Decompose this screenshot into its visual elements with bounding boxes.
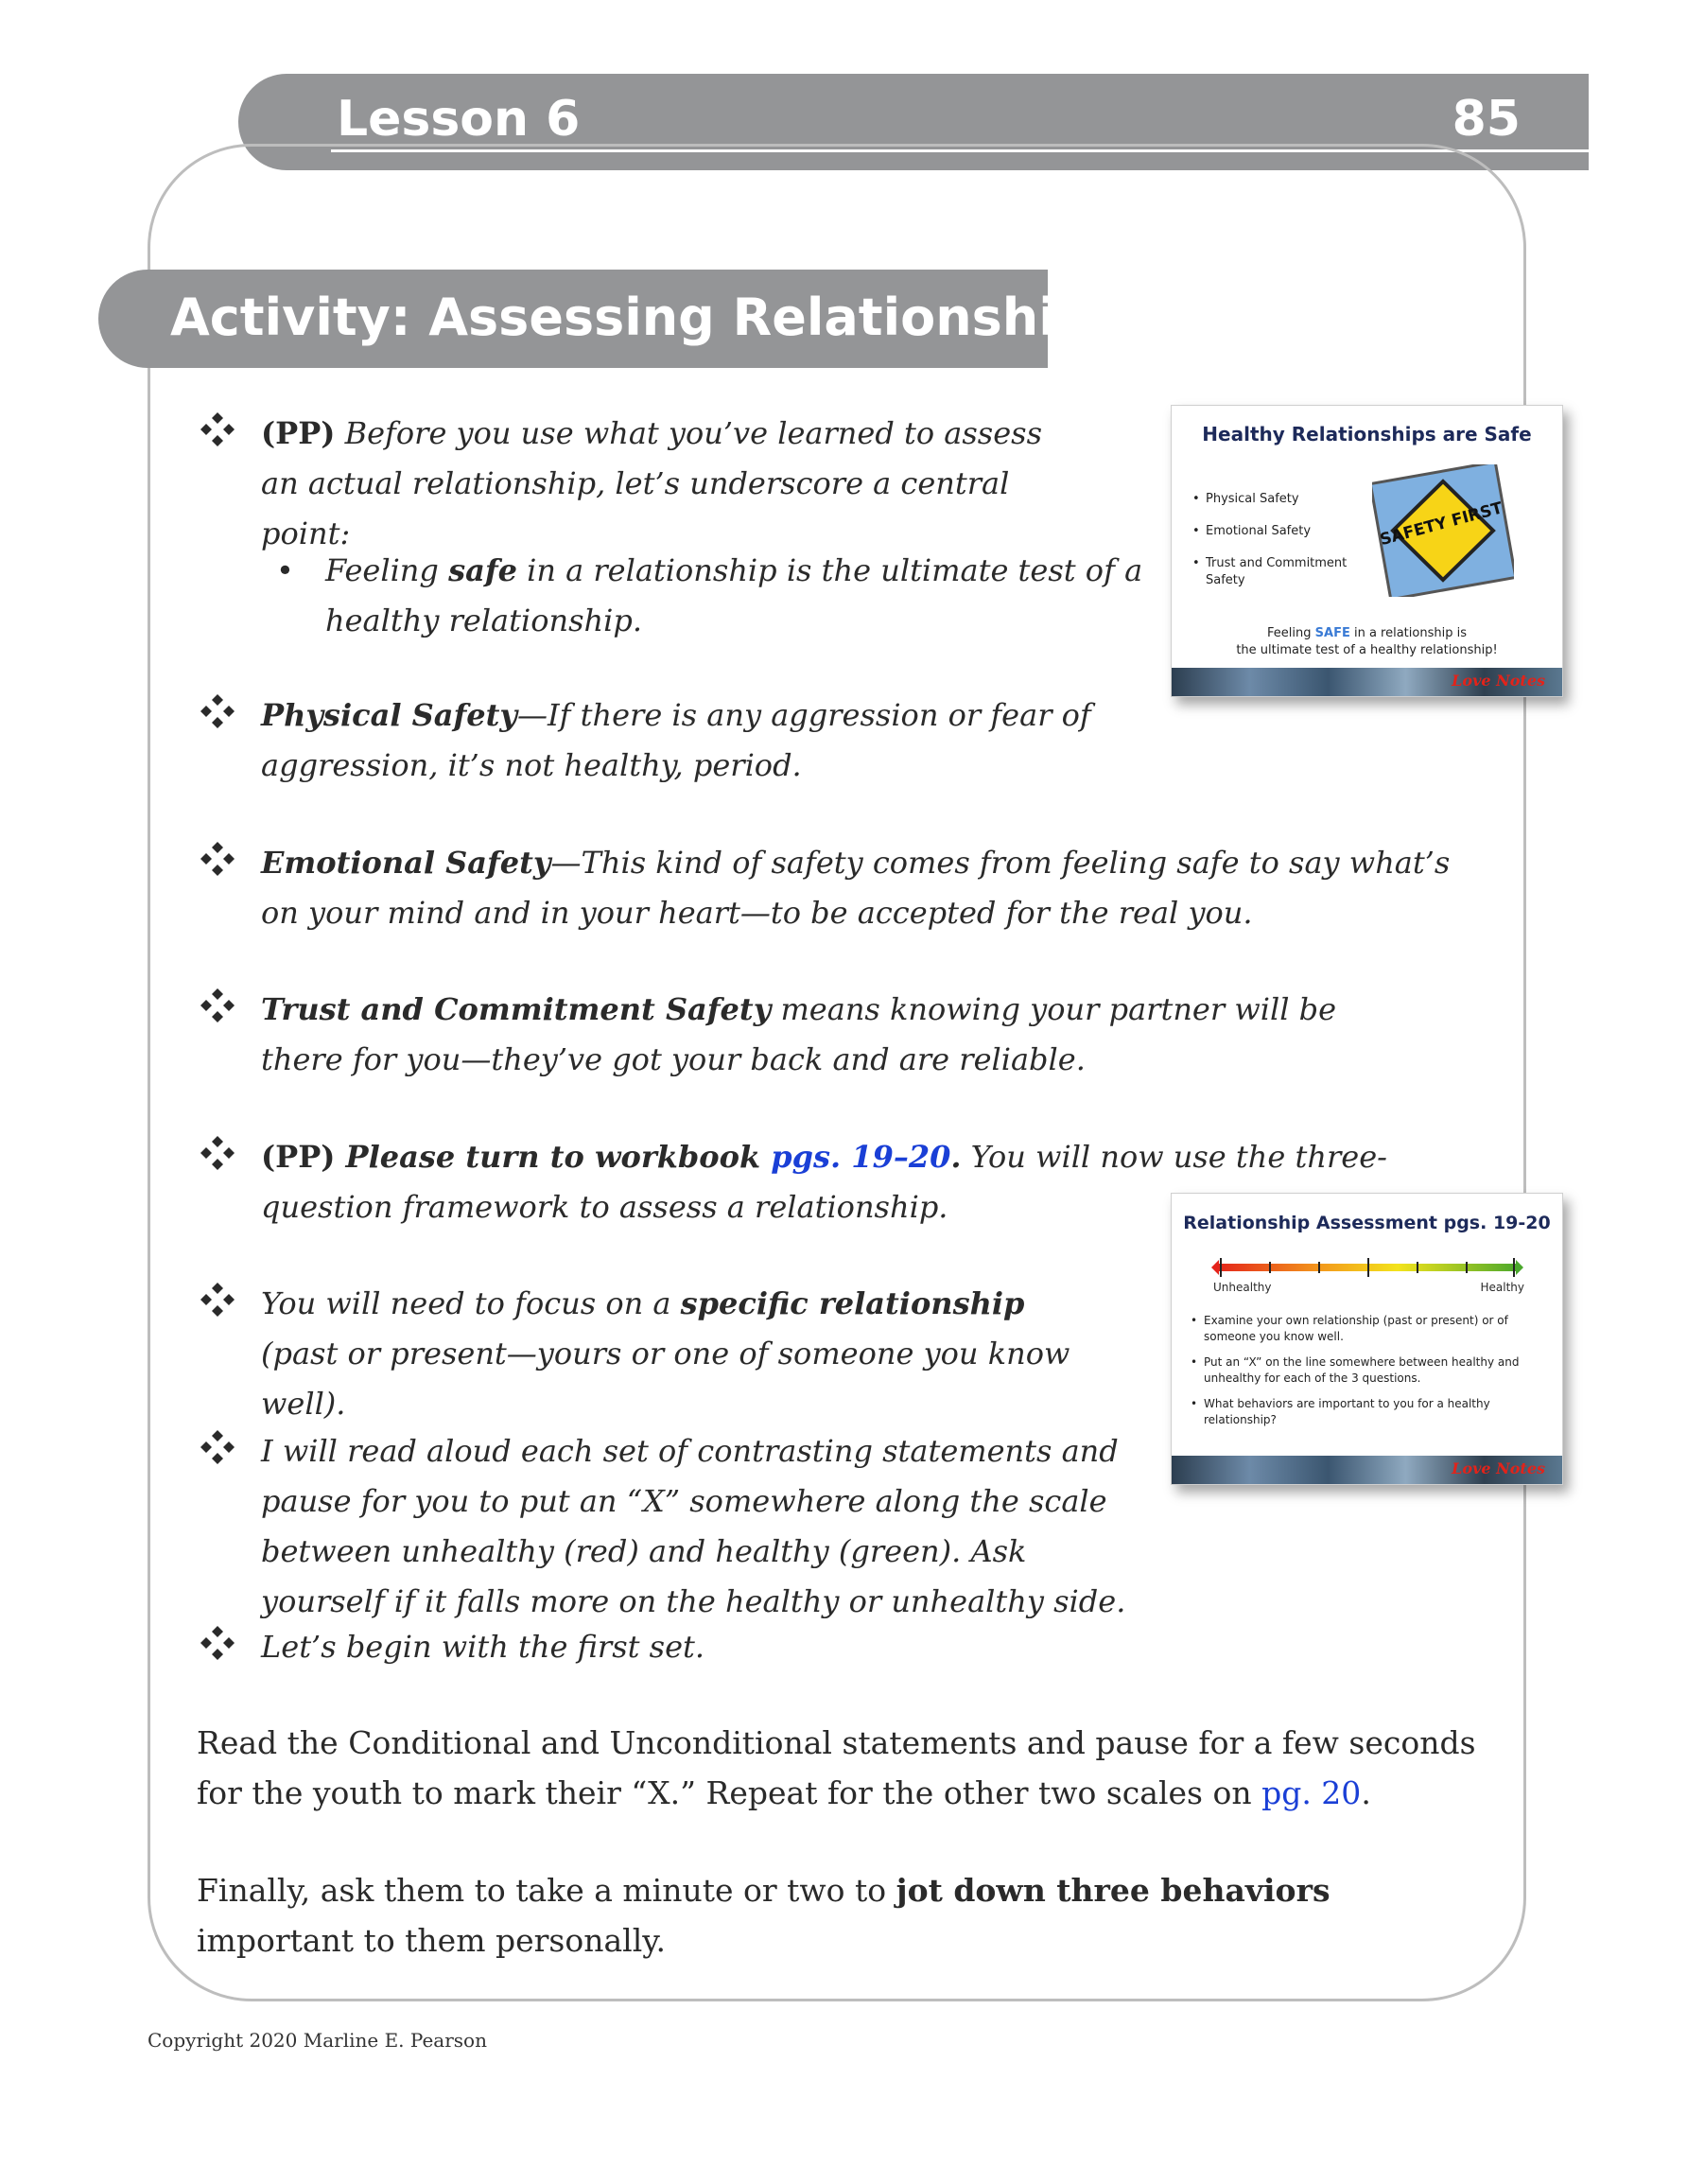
diamond-bullet-icon <box>199 1134 236 1172</box>
copyright: Copyright 2020 Marline E. Pearson <box>148 2029 487 2052</box>
diamond-bullet-icon <box>199 411 236 448</box>
scale-left-label: Unhealthy <box>1213 1281 1272 1294</box>
item-heading: Emotional Safety <box>261 845 551 881</box>
brand-logo: Love Notes <box>1452 1459 1545 1477</box>
slide-bullets: • Examine your own relationship (past or present) or of someone you know well. • Put an “X” on the line somewhere between healthy and unhealthy for each of the 3 questions. • What behaviors are important to you for a healthy relationship? <box>1191 1313 1550 1438</box>
diamond-bullet-icon <box>199 987 236 1024</box>
page-link[interactable]: pg. 20 <box>1261 1774 1362 1811</box>
scale-right-label: Healthy <box>1480 1281 1524 1294</box>
diamond-bullet-icon <box>199 840 236 878</box>
health-scale-icon <box>1211 1256 1523 1279</box>
instruction-paragraph: Read the Conditional and Unconditional statements and pause for a few seconds for the youth to mark their “X.” Repeat for the other two scales on pg. 20. <box>197 1724 1476 1811</box>
diamond-bullet-icon <box>199 692 236 730</box>
item-text: Before you use what you’ve learned to assess an actual relationship, let’s underscore a central point: <box>261 415 1042 551</box>
list-item: Emotional Safety—This kind of safety comes from feeling safe to say what’s on your mind and in your heart—to be accepted for the real you. <box>199 838 1522 942</box>
page-number: 85 <box>1452 91 1521 148</box>
list-item: Physical Safety—If there is any aggression or fear of aggression, it’s not healthy, period. <box>199 690 1182 795</box>
item-text: Let’s begin with the first set. <box>261 1629 705 1665</box>
workbook-link[interactable]: pgs. 19–20 <box>771 1139 951 1175</box>
slide-footer <box>1172 1456 1562 1484</box>
safety-sign-icon <box>1372 464 1514 597</box>
list-item: (PP) Please turn to workbook pgs. 19–20. You will now use the three-question framework to assess a relationship. <box>199 1132 1522 1236</box>
list-item <box>199 1622 1144 1679</box>
list-item <box>199 409 1144 551</box>
item-heading: Trust and Commitment Safety <box>261 991 772 1027</box>
diamond-bullet-icon <box>199 1428 236 1466</box>
bold-specific: specific relationship <box>680 1285 1025 1321</box>
lesson-label: Lesson 6 <box>337 91 581 148</box>
pp-marker: (PP) <box>261 1139 336 1175</box>
bold-safe: safe <box>448 552 517 588</box>
sub-list-item: • Feeling safe in a relationship is the ultimate test of a healthy relationship. <box>276 546 1174 650</box>
slide-thumbnail-safe <box>1171 405 1563 697</box>
pp-marker: (PP) <box>261 415 336 451</box>
list-item: I will read aloud each set of contrasting statements and pause for you to put an “X” somewhere along the scale between unhealthy (red) and healthy (green). Ask yourself if it falls more on the healthy or unhealthy side. <box>199 1426 1522 1587</box>
bold-behaviors: jot down three behaviors <box>896 1872 1330 1909</box>
diamond-bullet-icon <box>199 1624 236 1662</box>
slide-thumbnail-assessment <box>1171 1193 1563 1485</box>
item-heading: Physical Safety <box>261 697 517 733</box>
brand-logo: Love Notes <box>1452 672 1545 690</box>
slide-title: Healthy Relationships are Safe <box>1202 423 1532 446</box>
slide-bullets: • Physical Safety • Emotional Safety • Trust and Commitment Safety <box>1192 491 1372 604</box>
slide-footer <box>1172 668 1562 696</box>
diamond-bullet-icon <box>199 1281 236 1319</box>
slide-caption: Feeling SAFE in a relationship is the ultimate test of a healthy relationship! <box>1236 626 1498 657</box>
activity-title: Activity: Assessing Relationships <box>170 288 1123 347</box>
instruction-paragraph: Finally, ask them to take a minute or two to jot down three behaviors important to them personally. <box>197 1872 1330 1959</box>
slide-title: Relationship Assessment pgs. 19-20 <box>1183 1213 1551 1233</box>
list-item: Trust and Commitment Safety means knowing your partner will be there for you—they’ve got your back and are reliable. <box>199 985 1522 1089</box>
sign-text: SAFETY FIRST <box>1378 498 1505 550</box>
bullet-dot-icon: • <box>276 552 294 588</box>
list-item: You will need to focus on a specific relationship (past or present—yours or one of someone you know well). <box>199 1279 1144 1383</box>
